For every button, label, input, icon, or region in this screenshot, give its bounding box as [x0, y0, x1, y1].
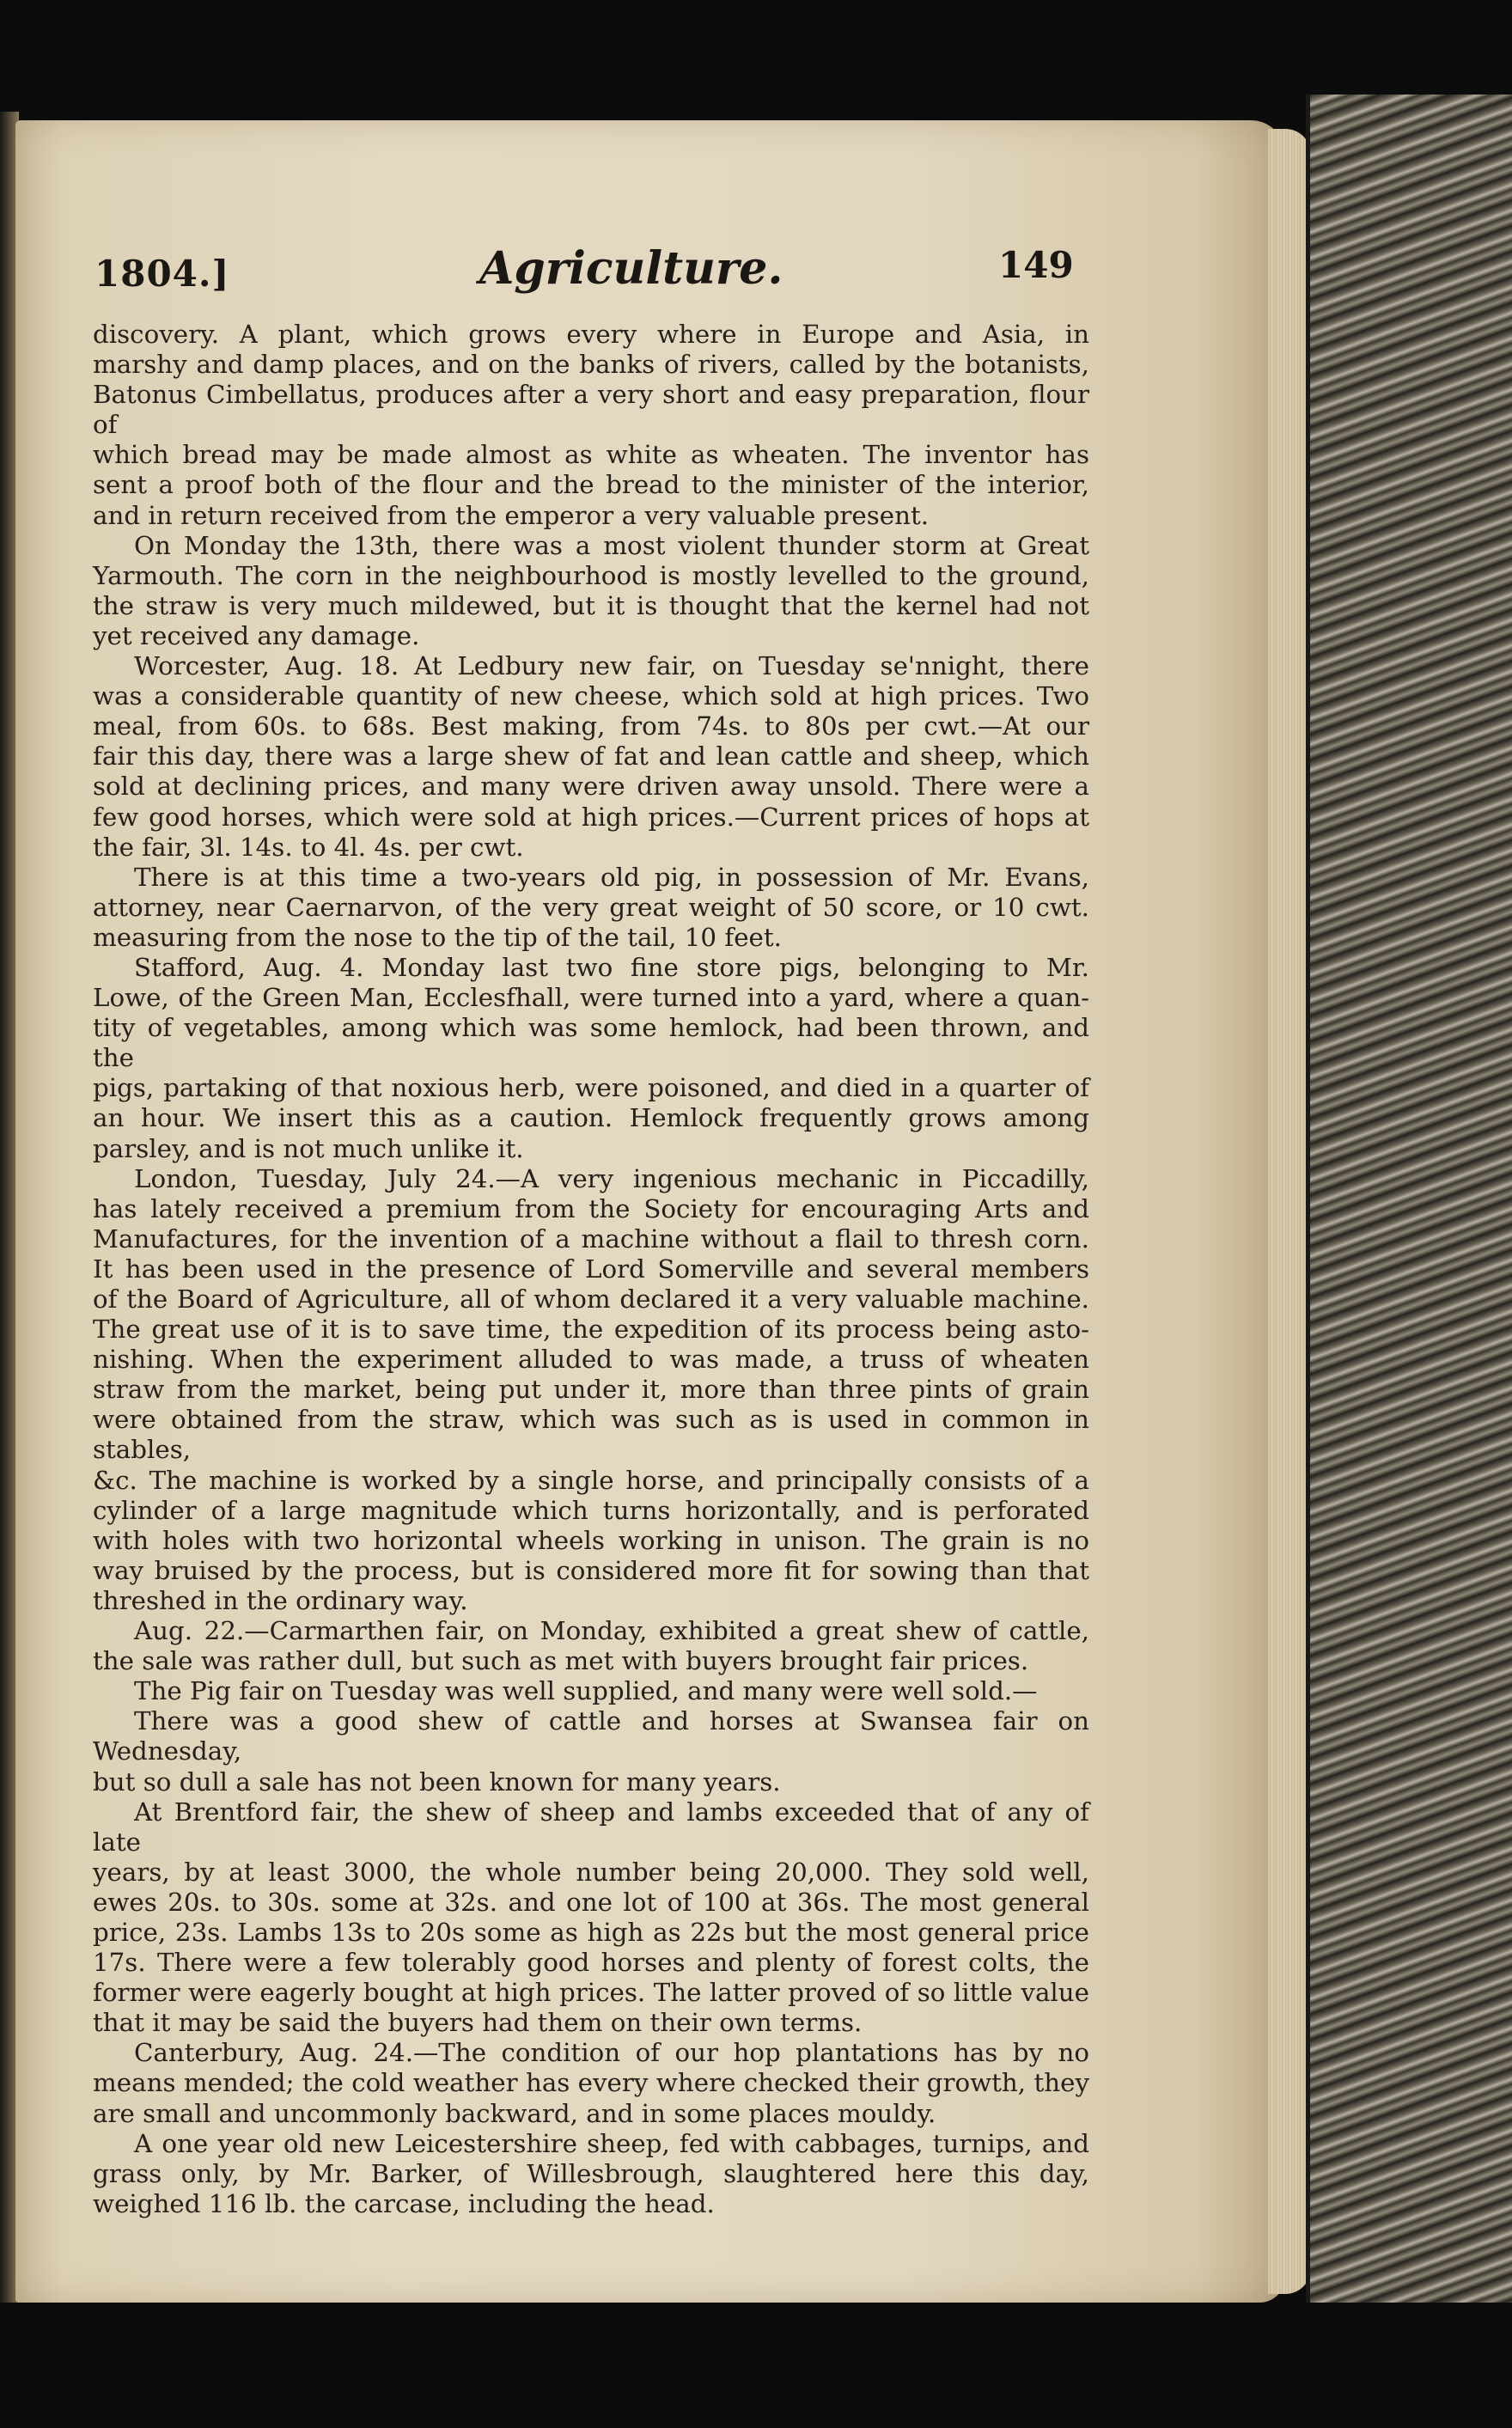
text-line: tity of vegetables, among which was some hemlock, had been thrown, and the: [93, 1013, 1089, 1073]
text-line: Stafford, Aug. 4. Monday last two fine store pigs, belonging to Mr.: [134, 952, 1089, 982]
text-line: but so dull a sale has not been known for many years.: [93, 1766, 781, 1797]
text-line: an hour. We insert this as a caution. Hemlock frequently grows among: [93, 1103, 1089, 1133]
page-edges: [1268, 129, 1311, 2294]
text-line: fair this day, there was a large shew of fat and lean cattle and sheep, which: [93, 741, 1089, 772]
text-line: There is at this time a two-years old pig, in possession of Mr. Evans,: [134, 862, 1089, 892]
text-line: Worcester, Aug. 18. At Ledbury new fair, on Tuesday se'nnight, there: [134, 651, 1089, 681]
text-line: sent a proof both of the flour and the bread to the minister of the interior,: [93, 470, 1089, 500]
text-line: threshed in the ordinary way.: [93, 1585, 468, 1615]
text-line: The Pig fair on Tuesday was well supplied, and many were well sold.—: [134, 1676, 1038, 1706]
text-line: marshy and damp places, and on the banks of rivers, called by the botanists,: [93, 350, 1089, 380]
text-line: means mended; the cold weather has every where checked their growth, they: [93, 2068, 1089, 2098]
background-bottom: [0, 2303, 1512, 2428]
text-line: grass only, by Mr. Barker, of Willesbrough, slaughtered here this day,: [93, 2158, 1089, 2188]
running-year: 1804.]: [94, 253, 230, 295]
text-line: of the Board of Agriculture, all of whom declared it a very valuable machine.: [93, 1284, 1089, 1314]
text-line: 17s. There were a few tolerably good horses and plenty of forest colts, the: [93, 1948, 1089, 1978]
text-line: parsley, and is not much unlike it.: [93, 1133, 524, 1163]
body-text: [93, 320, 1089, 2219]
text-line: were obtained from the straw, which was such as is used in common in stables,: [93, 1405, 1089, 1465]
text-line: At Brentford fair, the shew of sheep and lambs exceeded that of any of late: [93, 1797, 1089, 1857]
text-line: and in return received from the emperor a very valuable present.: [93, 500, 930, 530]
text-line: A one year old new Leicestershire sheep, fed with cabbages, turnips, and: [134, 2128, 1089, 2158]
text-line: Aug. 22.—Carmarthen fair, on Monday, exhibited a great shew of cattle,: [134, 1616, 1089, 1646]
text-line: Canterbury, Aug. 24.—The condition of our hop plantations has by no: [134, 2038, 1089, 2068]
text-line: Lowe, of the Green Man, Ecclesfhall, were turned into a yard, where a quan-: [93, 983, 1089, 1013]
text-line: On Monday the 13th, there was a most violent thunder storm at Great: [134, 530, 1089, 560]
text-line: has lately received a premium from the Society for encouraging Arts and: [93, 1193, 1089, 1223]
text-line: which bread may be made almost as white as wheaten. The inventor has: [93, 440, 1089, 470]
marbled-cover: [1306, 95, 1512, 2328]
text-line: &c. The machine is worked by a single horse, and principally consists of a: [93, 1465, 1089, 1495]
text-line: was a considerable quantity of new cheese, which sold at high prices. Two: [93, 681, 1089, 711]
running-header: [94, 234, 1074, 302]
text-line: price, 23s. Lambs 13s to 20s some as high as 22s but the most general price: [93, 1917, 1089, 1947]
page-number: 149: [998, 244, 1074, 286]
text-line: former were eagerly bought at high prices. The latter proved of so little value: [93, 1978, 1089, 2008]
text-line: meal, from 60s. to 68s. Best making, from 74s. to 80s per cwt.—At our: [93, 711, 1089, 741]
running-title: Agriculture.: [479, 242, 783, 295]
text-line: nishing. When the experiment alluded to was made, a truss of wheaten: [93, 1345, 1089, 1375]
text-line: weighed 116 lb. the carcase, including the head.: [93, 2188, 715, 2218]
text-line: that it may be said the buyers had them on their own terms.: [93, 2008, 863, 2038]
text-line: cylinder of a large magnitude which turns horizontally, and is perforated: [93, 1495, 1089, 1525]
text-line: years, by at least 3000, the whole number being 20,000. They sold well,: [93, 1857, 1089, 1887]
text-line: the fair, 3l. 14s. to 4l. 4s. per cwt.: [93, 832, 524, 862]
text-line: few good horses, which were sold at high prices.—Current prices of hops at: [93, 802, 1089, 832]
text-line: discovery. A plant, which grows every where in Europe and Asia, in: [93, 320, 1089, 349]
text-line: the straw is very much mildewed, but it is thought that the kernel had not: [93, 590, 1089, 620]
text-line: attorney, near Caernarvon, of the very great weight of 50 score, or 10 cwt.: [93, 892, 1089, 922]
text-line: yet received any damage.: [93, 620, 420, 650]
text-line: ewes 20s. to 30s. some at 32s. and one lot of 100 at 36s. The most general: [93, 1887, 1089, 1917]
text-line: with holes with two horizontal wheels working in unison. The grain is no: [93, 1525, 1089, 1555]
text-line: sold at declining prices, and many were driven away unsold. There were a: [93, 772, 1089, 802]
text-line: straw from the market, being put under it, more than three pints of grain: [93, 1375, 1089, 1405]
text-line: The great use of it is to save time, the expedition of its process being asto-: [93, 1315, 1089, 1345]
text-line: There was a good shew of cattle and horses at Swansea fair on Wednesday,: [93, 1706, 1089, 1766]
text-line: pigs, partaking of that noxious herb, were poisoned, and died in a quarter of: [93, 1073, 1089, 1103]
text-line: Yarmouth. The corn in the neighbourhood is mostly levelled to the ground,: [93, 560, 1089, 590]
text-line: the sale was rather dull, but such as met with buyers brought fair prices.: [93, 1646, 1029, 1676]
text-line: measuring from the nose to the tip of the tail, 10 feet.: [93, 922, 782, 952]
text-line: Batonus Cimbellatus, produces after a very short and easy preparation, flour of: [93, 380, 1089, 440]
text-line: are small and uncommonly backward, and in some places mouldy.: [93, 2098, 936, 2128]
text-line: It has been used in the presence of Lord Somerville and several members: [93, 1254, 1089, 1284]
text-line: way bruised by the process, but is considered more fit for sowing than that: [93, 1555, 1089, 1585]
text-line: London, Tuesday, July 24.—A very ingenious mechanic in Piccadilly,: [134, 1163, 1089, 1193]
text-line: Manufactures, for the invention of a machine without a flail to thresh corn.: [93, 1223, 1089, 1254]
